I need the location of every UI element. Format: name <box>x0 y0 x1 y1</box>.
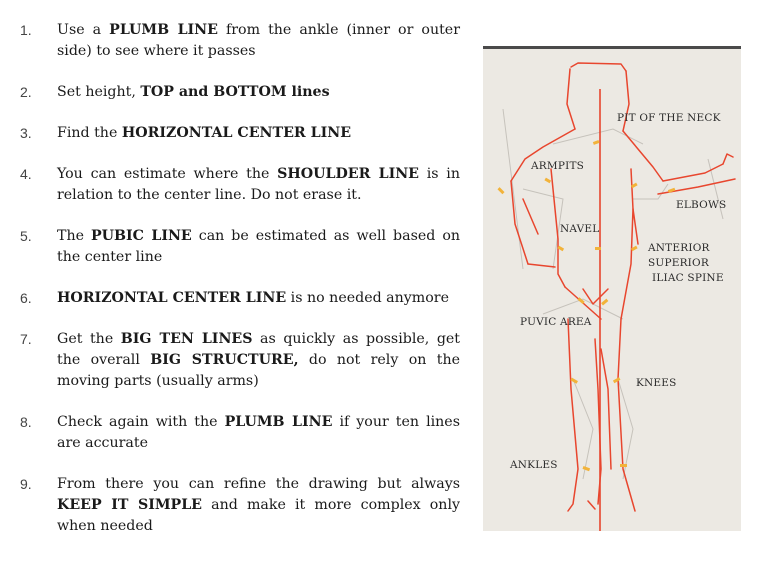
step-emphasis: BIG STRUCTURE, <box>150 352 299 368</box>
body-outline <box>511 63 735 511</box>
step-text: HORIZONTAL CENTER LINE is no needed anymore <box>57 290 449 306</box>
step-number: 3. <box>20 125 32 141</box>
step-number: 5. <box>20 228 32 244</box>
step-text: Set height, TOP and BOTTOM lines <box>57 84 330 100</box>
step-text: You can estimate where the SHOULDER LINE is in relation to the center line. Do not erase it. <box>57 166 460 203</box>
step-number: 8. <box>20 414 32 430</box>
step-text: Get the BIG TEN LINES as quickly as possible, get the overall BIG STRUCTURE, do not rely on the moving parts (usually arms) <box>57 331 461 389</box>
label-elbows: ELBOWS <box>676 199 727 211</box>
step-emphasis: PUBIC LINE <box>90 228 192 244</box>
instruction-step <box>20 288 460 309</box>
step-emphasis: SHOULDER LINE <box>277 166 419 182</box>
label-pit-of-neck: PIT OF THE NECK <box>617 112 721 124</box>
label-navel: NAVEL <box>560 223 600 235</box>
instruction-step <box>20 226 460 268</box>
step-emphasis: KEEP IT SIMPLE <box>57 497 202 513</box>
step-number: 7. <box>20 331 32 347</box>
step-number: 2. <box>20 84 32 100</box>
step-number: 6. <box>20 290 32 306</box>
instruction-list <box>20 20 460 537</box>
step-text: The PUBIC LINE can be estimated as well based on the center line <box>57 228 460 265</box>
label-puvic-area: PUVIC AREA <box>520 316 592 328</box>
step-emphasis: HORIZONTAL CENTER LINE <box>57 290 287 306</box>
instruction-step <box>20 412 460 454</box>
step-emphasis: BIG TEN LINES <box>120 331 253 347</box>
step-number: 1. <box>20 22 32 38</box>
step-emphasis: PLUMB LINE <box>109 22 218 38</box>
instruction-step <box>20 20 460 62</box>
step-text: From there you can refine the drawing but always KEEP IT SIMPLE and make it more complex only when needed <box>57 476 460 534</box>
label-asis-line-2: SUPERIOR <box>648 257 709 269</box>
instruction-step <box>20 164 460 206</box>
step-text: Find the HORIZONTAL CENTER LINE <box>57 125 352 141</box>
figure-drawing <box>483 46 741 531</box>
instruction-step <box>20 82 460 103</box>
instruction-step <box>20 474 460 537</box>
label-asis-line-3: ILIAC SPINE <box>652 272 724 284</box>
instruction-step <box>20 123 460 144</box>
instruction-step <box>20 329 460 392</box>
step-number: 9. <box>20 476 32 492</box>
step-text: Check again with the PLUMB LINE if your ten lines are accurate <box>57 414 460 451</box>
label-knees: KNEES <box>636 377 677 389</box>
label-armpits: ARMPITS <box>531 160 585 172</box>
step-text: Use a PLUMB LINE from the ankle (inner or outer side) to see where it passes <box>57 22 460 59</box>
step-emphasis: PLUMB LINE <box>224 414 333 430</box>
label-asis-line-1: ANTERIOR <box>648 242 710 254</box>
label-ankles: ANKLES <box>510 459 558 471</box>
step-number: 4. <box>20 166 32 182</box>
step-emphasis: TOP and BOTTOM lines <box>140 84 330 100</box>
step-emphasis: HORIZONTAL CENTER LINE <box>121 125 352 141</box>
